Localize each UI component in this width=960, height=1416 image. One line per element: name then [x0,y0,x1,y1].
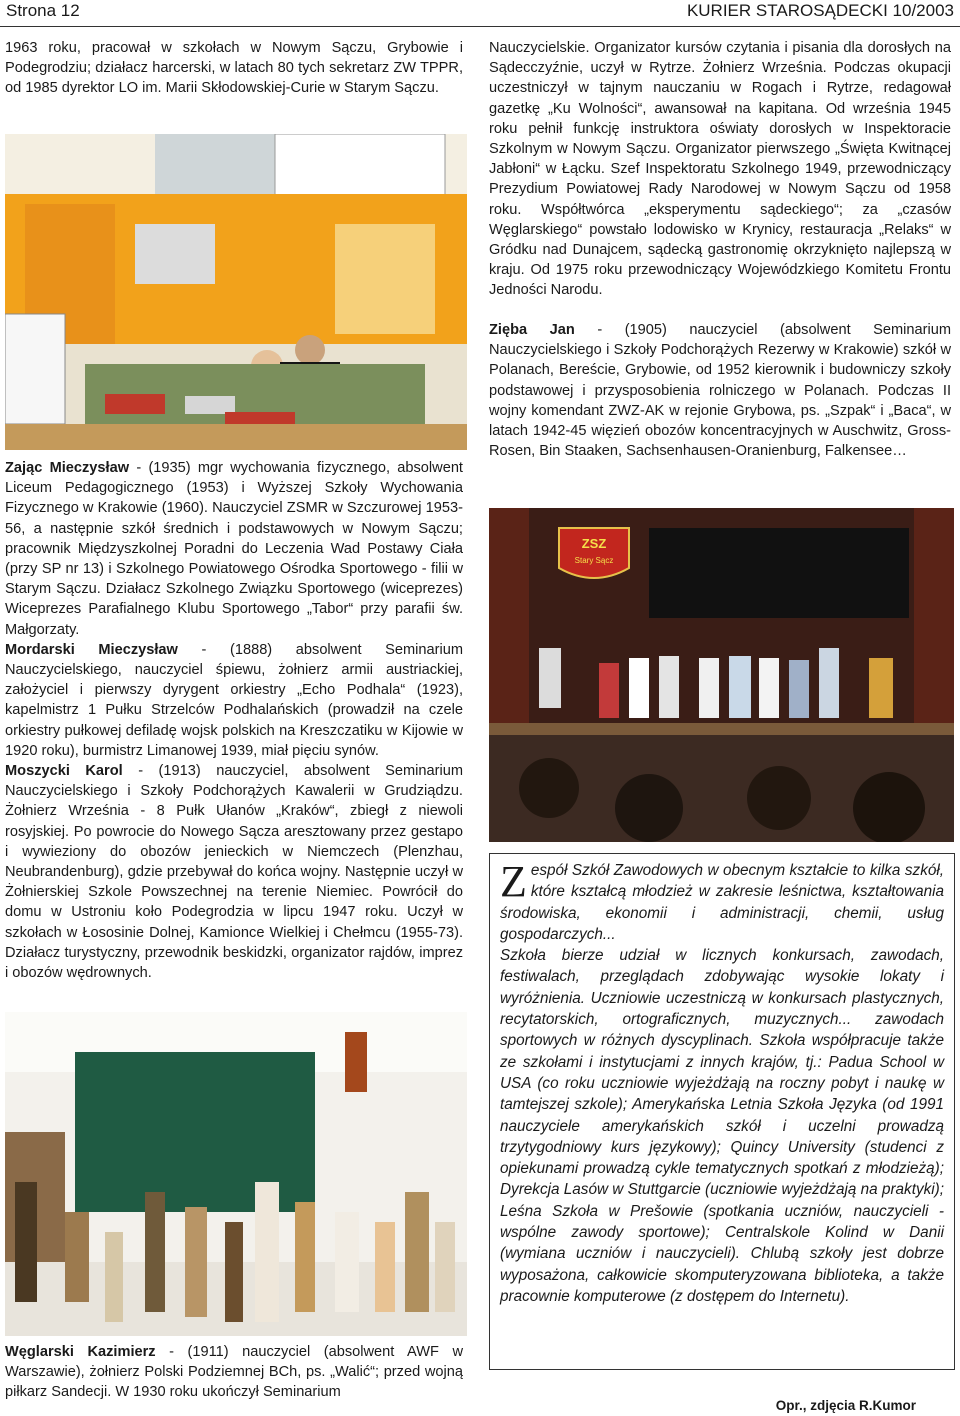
publication-title: KURIER STAROSĄDECKI 10/2003 [686,1,954,20]
bio-name: Węglarski Kazimierz [5,1344,156,1360]
bio-weglarski-continued: Nauczycielskie. Organizator kursów czytania i pisania dla dorosłych na Sądecczyźnie, uczył w Rytrze. Żołnierz Września. Podczas okupacji uczestniczył w tajnym nauczaniu w Rogach i Rytrze, redagował gazetkę „Ku Wolności“, awansował na kapitana. Od września 1945 roku pełnił funkcję instruktora oświaty dorosłych w Inspektoracie Szkolnym w Nowym Sączu. Organizator pierwszego „Święta Kwitnącej Jabłoni“ w Łącku. Szef Inspektoratu Szkolnego 1949, przewodniczący Prezydium Powiatowej Rady Narodowej w Nowym Sączu od 1958 roku. Współtwórca „eksperymentu sądeckiego“; za „czasów Węglarskiego“ powstało lodowisko w Krynicy, restauracja „Relaks“ w Gródku nad Dunajcem, sądecką gastronomię okrzyknięto najlepszą w kraju. Od 1975 roku przewodniczący Wojewódzkiego Komitetu Frontu Jedności Narodu. [489,40,951,299]
school-description-box [489,853,955,1370]
school-description-text: espół Szkół Zawodowych w obecnym kształcie to kilka szkół, które kształcą młodzież w zakresie leśnictwa, kształtowania środowiska, ekonomii i administracji, chemii, usług gospodarczych... Szkoła bierze udział w licznych konkursach, zawodach, festiwalach, przeglądach zdobywając wysokie lokaty i wyróżnienia. Uczniowie uczestniczą w konkursach plastycznych, recytatorskich, ortograficznych, muzycznych... zawodach sportowych w różnych dyscyplinach. Szkoła współpracuje także ze szkołami i instytucjami z innych krajów, tj.: Padua School w USA (co roku uczniowie wyjeżdżają na roczny pobyt i naukę w tamtejszej szkole); Amerykańska Letnia Szkoła Języka (od 1991 nauczyciele amerykańskich szkół i uczelni prowadzą trzytygodniowy kurs językowy); Quincy University (studenci z opiekunami prowadzą cykle tematycznych spotkań z młodzieżą); Dyrekcja Lasów w Stuttgarcie (uczniowie wyjeżdżają na praktyki); Leśna Szkoła w Prešowie (spotkania uczniów, nauczycieli - wspólne zawody sportowe); Centralskole Kolind w Danii (wymiana uczniów i nauczycieli). Chlubą szkoły jest dobrze wyposażona, całkowicie skomputeryzowana biblioteka, a także pracownie komputerowe (z dostępem do Internetu). [500,862,944,1305]
bio-name: Mordarski Mieczysław [5,641,178,658]
bio-text: - (1911) nauczyciel (absolwent AWF w Warszawie), żołnierz Polski Podziemnej BCh, ps. „Walić“; przed wojną piłkarz Sandecji. W 1930 roku ukończył Seminarium [5,1344,463,1401]
photo-school-stage [489,508,954,842]
bio-moszycki [5,761,463,983]
school-description [490,854,954,1307]
bio-column-left [5,458,463,983]
bio-text: - (1935) mgr wychowania fizycznego, absolwent Liceum Pedagogicznego (1953) i Wyższej Szkoły Wychowania Fizycznego w Krakowie (1960). Nauczyciel ZSMR w Szczurowej 1953-56, a następnie szkół średnich i podstawowych w Nowym Sączu; pracownik Międzyszkolnej Poradni do Leczenia Wad Postawy Ciała (przy SP nr 13) i Szkolnego Powiatowego Ośrodka Sportowego - filii w Starym Sączu. Działacz Szkolnego Związku Sportowego (wiceprezes) Wiceprezes Parafialnego Klubu Sportowego „Tabor“ przy parafii św. Małgorzaty. [5,460,463,638]
page-number: Strona 12 [6,1,80,20]
photo-credit: Opr., zdjęcia R.Kumor [775,1398,916,1413]
bio-continuation-text: 1963 roku, pracował w szkołach w Nowym Sączu, Grybowie i Podegrodziu; działacz harcerski, w latach 80 tych sekretarz ZW TPPR, od 1985 dyrektor LO im. Marii Skłodowskiej-Curie w Starym Sączu. [5,40,463,97]
banner-school-initials: ZSZ [581,536,607,551]
bio-name: Moszycki Karol [5,763,123,780]
bio-zieba [489,320,951,461]
bio-mordarski [5,640,463,761]
photo-exhibition-room [5,134,467,450]
bio-column-right [489,38,951,301]
bio-column-left-bottom [5,1342,463,1403]
bio-text: - (1913) nauczyciel, absolwent Seminarium Nauczycielskiego i Szkoły Podchorążych Kawalerii w Grudziądzu. Żołnierz Września - 8 Pułk Ułanów „Kraków“, zbiegł z niewoli rosyjskiej. Po powrocie do Nowego Sącza aresztowany przez gestapo i wywieziony do obozów jenieckich w Niemczech (Plenzhau, Neubrandenburg), gdzie przebywał do końca wojny. Następnie uczył w Żołnierskiej Szkole Powszechnej na terenie Niemiec. Powrócił do domu w Ustroniu koło Podegrodzia w lipcu 1947 roku. Uczył w szkołach w Łososinie Dolnej, Kamionce Wielkiej i Chełmcu (1955-73). Działacz turystyczny, przewodnik beskidzki, organizator rajdów, imprez i obozów wędrownych. [5,763,463,982]
bio-zajac [5,458,463,640]
bio-text: - (1888) absolwent Seminarium Nauczycielskiego, nauczyciel śpiewu, żołnierz armii austriackiej, założyciel i pierwszy dyrygent orkiestry „Echo Podhala“ (1923), kapelmistrz 1 Pułku Strzelców Podhalańskich (prowadził na czele orkiestry pułkowej defiladę wojsk polskich na Kreszczatiku w Kijowie w 1920 roku), burmistrz Limanowej 1939, miał pięciu synów. [5,641,463,759]
banner-school-town: Stary Sącz [574,556,614,565]
bio-name: Zając Mieczysław [5,460,130,476]
photo-wooden-sculptures [5,1012,467,1336]
bio-column-right-zieba [489,320,951,461]
bio-text: - (1905) nauczyciel (absolwent Seminarium Nauczycielskiego i Szkoły Podchorążych Rezerwy w Krakowie) szkół w Polanach, Bereście, Grybowie, od 1952 kierownik i budowniczy szkoły podstawowej i przysposobienia rolniczego w Polanach. Podczas II wojny komendant ZWZ-AK w rejonie Grybowa, ps. „Szpak“ i „Baca“, w latach 1942-45 więzień obozów koncentracyjnych w Auschwitz, Gross-Rosen, Bin Staaken, Sachsenhausen-Oranienburg, Falkensee… [489,322,952,460]
page-header [0,0,960,27]
bio-weglarski [5,1342,463,1403]
bio-name: Zięba Jan [489,322,575,338]
bio-continuation [5,38,463,99]
drop-cap: Z [500,857,527,906]
